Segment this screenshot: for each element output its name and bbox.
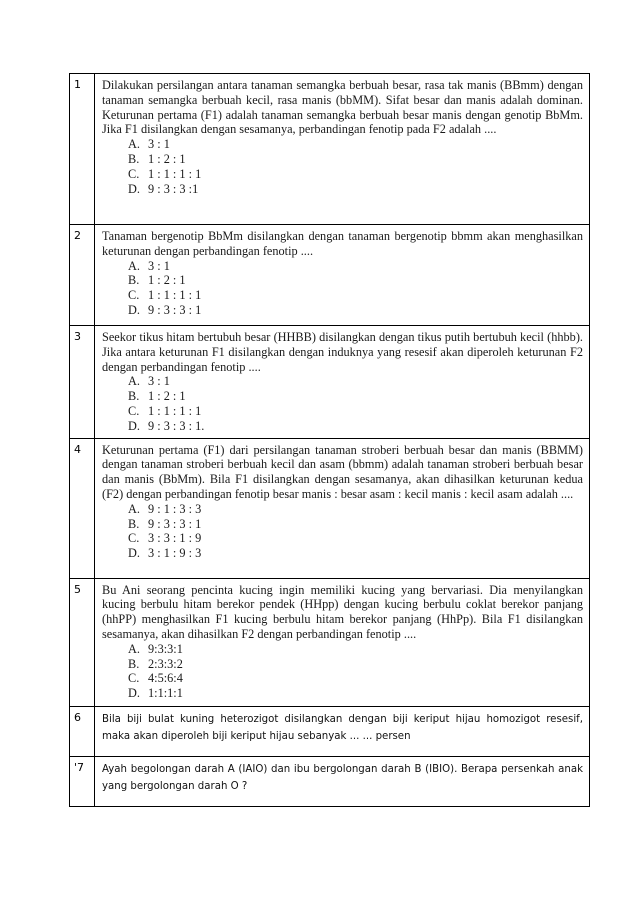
- option-letter: B.: [128, 273, 140, 288]
- question-text: Keturunan pertama (F1) dari persilangan tanaman stroberi berbuah besar dan manis (BBMM) dengan tanaman stroberi berbuah kecil dan asam (bbmm) adalah tanaman stroberi berbuah besar dan manis (BbMm). Bila F1 disilangkan dengan sesamanya, akan dihasilkan keturunan kedua (F2) dengan perbandingan fenotip besar manis : besar asam : kecil manis : kecil asam adalah ....: [102, 442, 583, 501]
- option-letter: B.: [128, 389, 140, 404]
- question-text: Ayah begolongan darah A (IAIO) dan ibu bergolongan darah B (IBIO). Berapa persenkah anak yang bergolongan darah O ?: [102, 763, 583, 792]
- option-text: 1 : 2 : 1: [148, 273, 186, 288]
- answer-option: [128, 259, 583, 274]
- question-table-body: [70, 74, 590, 807]
- question-cell: [95, 225, 590, 326]
- answer-options: [128, 502, 583, 561]
- option-text: 9:3:3:1: [148, 641, 183, 656]
- option-text: 9 : 3 : 3 :1: [148, 181, 199, 196]
- question-row: [70, 225, 590, 326]
- answer-options: [128, 642, 583, 701]
- question-number: 5: [70, 578, 95, 706]
- option-letter: C.: [128, 166, 140, 181]
- answer-option: [128, 531, 583, 546]
- option-letter: B.: [128, 656, 140, 671]
- question-text: Seekor tikus hitam bertubuh besar (HHBB) disilangkan dengan tikus putih bertubuh kecil (hhbb). Jika antara keturunan F1 disilangkan dengan induknya yang resesif akan diperoleh keturunan F2 dengan perbandingan fenotip ....: [102, 330, 583, 374]
- question-text: Dilakukan persilangan antara tanaman semangka berbuah besar, rasa tak manis (BBmm) dengan tanaman semangka berbuah kecil, rasa manis (bbMM). Sifat besar dan manis adalah dominan. Keturunan pertama (F1) adalah tanaman semangka berbuah besar manis dengan genotip BbMm. Jika F1 disilangkan dengan sesamanya, perbandingan fenotip pada F2 adalah ....: [102, 78, 583, 137]
- question-number: 4: [70, 438, 95, 578]
- option-text: 3 : 1 : 9 : 3: [148, 546, 202, 561]
- question-row: [70, 706, 590, 756]
- question-table: [69, 73, 590, 807]
- question-row: [70, 438, 590, 578]
- question-content: [102, 330, 583, 434]
- question-row: [70, 578, 590, 706]
- option-text: 1 : 1 : 1 : 1: [148, 403, 202, 418]
- question-cell: [95, 706, 590, 756]
- answer-option: [128, 288, 583, 303]
- option-letter: A.: [128, 641, 140, 656]
- question-content: [102, 761, 583, 795]
- answer-option: [128, 137, 583, 152]
- option-letter: A.: [128, 501, 140, 516]
- answer-option: [128, 419, 583, 434]
- option-text: 1 : 1 : 1 : 1: [148, 166, 202, 181]
- question-row: [70, 326, 590, 439]
- option-text: 1 : 2 : 1: [148, 151, 186, 166]
- answer-option: [128, 642, 583, 657]
- question-cell: [95, 74, 590, 225]
- option-letter: C.: [128, 403, 140, 418]
- option-letter: D.: [128, 302, 140, 317]
- option-letter: C.: [128, 671, 140, 686]
- option-text: 9 : 3 : 3 : 1.: [148, 418, 205, 433]
- option-letter: A.: [128, 374, 140, 389]
- option-text: 3 : 1: [148, 374, 170, 389]
- question-cell: [95, 756, 590, 806]
- option-text: 3 : 1: [148, 258, 170, 273]
- question-row: [70, 756, 590, 806]
- answer-option: [128, 374, 583, 389]
- answer-option: [128, 671, 583, 686]
- option-letter: D.: [128, 181, 140, 196]
- question-cell: [95, 326, 590, 439]
- answer-option: [128, 273, 583, 288]
- option-text: 1 : 2 : 1: [148, 389, 186, 404]
- question-content: [102, 443, 583, 561]
- question-number: '7: [70, 756, 95, 806]
- option-text: 3 : 3 : 1 : 9: [148, 531, 202, 546]
- option-letter: C.: [128, 531, 140, 546]
- question-content: [102, 711, 583, 745]
- answer-option: [128, 182, 583, 197]
- question-content: [102, 78, 583, 196]
- question-row: [70, 74, 590, 225]
- option-text: 1:1:1:1: [148, 686, 183, 701]
- option-text: 9 : 1 : 3 : 3: [148, 501, 202, 516]
- option-text: 1 : 1 : 1 : 1: [148, 288, 202, 303]
- answer-option: [128, 152, 583, 167]
- question-number: 1: [70, 74, 95, 225]
- answer-option: [128, 517, 583, 532]
- question-cell: [95, 578, 590, 706]
- answer-option: [128, 686, 583, 701]
- answer-option: [128, 502, 583, 517]
- option-letter: B.: [128, 516, 140, 531]
- option-text: 9 : 3 : 3 : 1: [148, 302, 202, 317]
- option-letter: C.: [128, 288, 140, 303]
- option-letter: D.: [128, 546, 140, 561]
- option-letter: D.: [128, 686, 140, 701]
- answer-option: [128, 546, 583, 561]
- answer-options: [128, 137, 583, 196]
- answer-option: [128, 657, 583, 672]
- option-text: 9 : 3 : 3 : 1: [148, 516, 202, 531]
- answer-option: [128, 167, 583, 182]
- option-letter: B.: [128, 151, 140, 166]
- option-text: 4:5:6:4: [148, 671, 183, 686]
- option-letter: A.: [128, 258, 140, 273]
- option-letter: D.: [128, 418, 140, 433]
- answer-option: [128, 404, 583, 419]
- answer-options: [128, 374, 583, 433]
- answer-option: [128, 303, 583, 318]
- question-text: Tanaman bergenotip BbMm disilangkan dengan tanaman bergenotip bbmm akan menghasilkan keturunan dengan perbandingan fenotip ....: [102, 229, 583, 258]
- option-letter: A.: [128, 137, 140, 152]
- question-cell: [95, 438, 590, 578]
- question-number: 6: [70, 706, 95, 756]
- answer-options: [128, 259, 583, 318]
- answer-option: [128, 389, 583, 404]
- option-text: 3 : 1: [148, 137, 170, 152]
- question-content: [102, 229, 583, 318]
- question-number: 3: [70, 326, 95, 439]
- question-content: [102, 583, 583, 701]
- question-text: Bu Ani seorang pencinta kucing ingin memiliki kucing yang bervariasi. Dia menyilangkan kucing berbulu hitam berekor pendek (HHpp) dengan kucing berbulu coklat berekor panjang (hhPP) menghasilkan F1 kucing berbulu hitam berekor panjang (HhPp). Bila F1 disilangkan sesamanya, akan dihasilkan F2 dengan perbandingan fenotip ....: [102, 582, 583, 641]
- question-number: 2: [70, 225, 95, 326]
- question-text: Bila biji bulat kuning heterozigot disilangkan dengan biji keriput hijau homozigot resesif, maka akan diperoleh biji keriput hijau sebanyak ... ... persen: [102, 713, 583, 742]
- option-text: 2:3:3:2: [148, 656, 183, 671]
